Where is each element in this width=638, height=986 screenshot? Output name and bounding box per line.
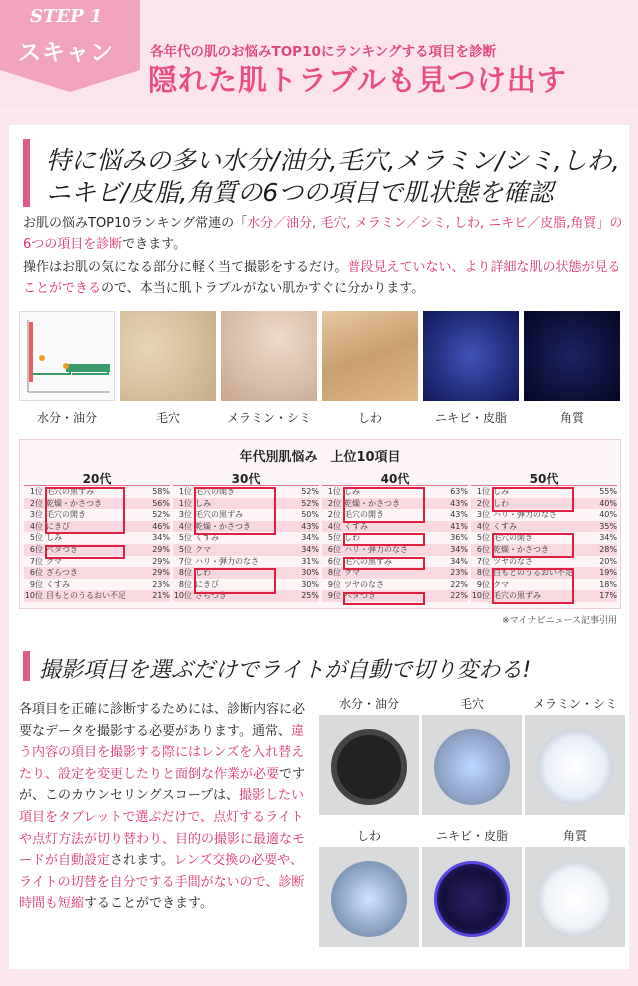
percent-cell: 34% (450, 556, 468, 566)
wrinkle-photo (322, 311, 418, 401)
rank-cell: 7位 (29, 556, 43, 566)
rank-cell: 1位 (476, 487, 490, 496)
percent-cell: 22% (450, 591, 468, 601)
percent-cell: 50% (301, 510, 319, 520)
percent-cell: 25% (301, 591, 319, 601)
rank-cell: 4位 (327, 521, 341, 531)
section1-heading-line1: 特に悩みの多い水分/油分,毛穴,メラミン/シミ,しわ, (46, 146, 620, 175)
concern-cell: 乾燥・かさつき (344, 498, 400, 508)
section-accent-bar (23, 139, 30, 207)
concern-cell: クマ (195, 544, 211, 554)
melanin-photo (221, 311, 317, 401)
section1-heading-line2: ニキビ/皮脂,角質の6つの項目で肌状態を確認 (46, 178, 554, 207)
section3-heading: 撮影項目を選ぶだけでライトが自動で切り変わる! (39, 658, 532, 683)
percent-cell: 43% (450, 510, 468, 520)
source-note: ※マイナビニュース記事引用 (502, 616, 617, 626)
section1-paragraph1: お肌の悩みTOP10ランキング常連の「水分／油分, 毛穴, メラミン／シミ, しわ, ニキビ／皮脂,角質」の6つの項目を診断できます。 (23, 216, 623, 252)
concern-cell: ツヤのなさ (493, 556, 533, 566)
keratin-photo (524, 311, 620, 401)
highlight-box (492, 487, 574, 512)
highlight-box (343, 533, 425, 546)
concern-cell: 乾燥・かさつき (195, 521, 251, 531)
highlight-box (343, 592, 425, 605)
concern-cell: しわ (195, 568, 211, 578)
concern-cell: 毛穴の黒ずみ (493, 591, 541, 601)
percent-cell: 56% (152, 498, 170, 508)
percent-cell: 19% (599, 568, 617, 578)
concern-cell: 毛穴の黒ずみ (46, 487, 94, 496)
ranking-title: 年代別肌悩み 上位10項目 (239, 450, 401, 465)
highlight-box (45, 545, 125, 559)
ranking-row (24, 567, 170, 579)
scope-light-pore (422, 715, 522, 815)
rank-cell: 8位 (476, 568, 490, 578)
rank-cell: 3位 (178, 510, 192, 520)
rank-cell: 1位 (327, 487, 341, 496)
photo-label: しわ (357, 411, 382, 425)
percent-cell: 21% (152, 591, 170, 601)
ranking-row (471, 521, 617, 533)
rank-cell: 4位 (178, 521, 192, 531)
concern-cell: ざらつき (195, 591, 227, 601)
percent-cell: 29% (152, 568, 170, 578)
concern-cell: ベタつき (46, 544, 78, 554)
percent-cell: 55% (599, 487, 617, 496)
percent-cell: 40% (599, 498, 617, 508)
percent-cell: 63% (450, 487, 468, 496)
concern-cell: クマ (493, 579, 509, 589)
age-heading: 50代 (471, 470, 617, 486)
pore-photo (120, 311, 216, 401)
concern-cell: ハリ・弾力のなさ (344, 544, 408, 554)
step-label: STEP 1 (30, 6, 103, 27)
ranking-row (24, 532, 170, 544)
percent-cell: 35% (599, 521, 617, 531)
percent-cell: 52% (301, 487, 319, 496)
percent-cell: 52% (301, 498, 319, 508)
rank-cell: 6位 (29, 568, 43, 578)
percent-cell: 43% (450, 498, 468, 508)
rank-cell: 2位 (476, 498, 490, 508)
percent-cell: 34% (450, 544, 468, 554)
rank-cell: 4位 (29, 521, 43, 531)
rank-cell: 5位 (178, 533, 192, 543)
photo-label: 水分・油分 (36, 411, 97, 425)
rank-cell: 1位 (178, 498, 192, 508)
rank-cell: 9位 (29, 579, 43, 589)
header-title: 隠れた肌トラブルも見つけ出す (148, 63, 567, 97)
highlight-box (45, 487, 125, 534)
percent-cell: 52% (152, 510, 170, 520)
rank-cell: 9位 (327, 591, 341, 601)
rank-cell: 5位 (29, 533, 43, 543)
concern-cell: しみ (344, 487, 360, 496)
percent-cell: 36% (450, 533, 468, 543)
concern-cell: しわ (344, 533, 360, 543)
light-label: 毛穴 (459, 697, 484, 711)
rank-cell: 9位 (327, 579, 341, 589)
light-label: しわ (356, 829, 381, 843)
rank-cell: 7位 (178, 556, 192, 566)
scope-lights (319, 695, 625, 955)
rank-cell: 2位 (327, 510, 341, 520)
rank-cell: 2位 (327, 498, 341, 508)
percent-cell: 58% (152, 487, 170, 496)
concern-cell: 毛穴の開き (493, 533, 533, 543)
ranking-row (24, 590, 170, 602)
percent-cell: 23% (152, 579, 170, 589)
percent-cell: 43% (301, 521, 319, 531)
concern-cell: しみ (493, 487, 509, 496)
percent-cell: 29% (152, 544, 170, 554)
content-panel (8, 124, 630, 970)
concern-cell: ツヤのなさ (344, 579, 384, 589)
percent-cell: 34% (301, 544, 319, 554)
rank-cell: 10位 (173, 591, 192, 601)
concern-cell: しわ (493, 498, 509, 508)
rank-cell: 10位 (24, 591, 43, 601)
concern-cell: クマ (46, 556, 62, 566)
moisture-oil-graph-image (19, 311, 115, 401)
percent-cell: 41% (450, 521, 468, 531)
age-heading: 20代 (24, 470, 170, 486)
percent-cell: 34% (152, 533, 170, 543)
concern-cell: しみ (46, 533, 62, 543)
concern-cell: 乾燥・かさつき (46, 498, 102, 508)
light-label: 水分・油分 (338, 697, 399, 711)
age-heading: 30代 (173, 470, 319, 486)
rank-cell: 1位 (29, 487, 43, 496)
rank-cell: 8位 (178, 579, 192, 589)
ranking-table (19, 439, 621, 609)
photo-label: 角質 (559, 411, 584, 425)
rank-cell: 8位 (327, 568, 341, 578)
rank-cell: 7位 (476, 556, 490, 566)
rank-cell: 10位 (471, 591, 490, 601)
section3-paragraph: 各項目を正確に診断するためには、診断内容に必要なデータを撮影する必要があります。通常、違う内容の項目を撮影する際にはレンズを入れ替えたり、設定を変更したりと面倒な作業が必要ですが、このカウンセリングスコープは、撮影したい項目をタブレットで選ぶだけで、点灯するライトや点灯方法が切り替わり、目的の撮影に最適なモードが自動設定されます。レンズ交換の必要や、ライトの切替を自分でする手間がないので、診断時間も短縮することができます。 (19, 702, 306, 912)
section1-paragraph2: 操作はお肌の気になる部分に軽く当て撮影をするだけ。普段見えていない、より詳細な肌の状態が見ることができるので、本当に肌トラブルがない肌かすぐに分かります。 (23, 260, 621, 296)
highlight-box (194, 568, 276, 594)
percent-cell: 23% (450, 568, 468, 578)
concern-cell: くすみ (46, 579, 70, 589)
sample-photos (19, 311, 621, 429)
light-label: ニキビ・皮脂 (435, 829, 508, 843)
concern-cell: 目もとのうるおい不足 (46, 591, 126, 601)
ranking-row (322, 579, 468, 591)
age-heading: 40代 (322, 470, 468, 486)
scope-light-wrinkle (319, 847, 419, 947)
percent-cell: 28% (599, 544, 617, 554)
rank-cell: 4位 (476, 521, 490, 531)
header-subtitle: 各年代の肌のお悩みTOP10にランキングする項目を診断 (150, 44, 496, 60)
concern-cell: 毛穴の開き (344, 510, 384, 520)
percent-cell: 17% (599, 591, 617, 601)
rank-cell: 5位 (327, 533, 341, 543)
photo-label: メラミン・シミ (226, 411, 311, 425)
concern-cell: ベタつき (344, 591, 376, 601)
concern-cell: クマ (344, 568, 360, 578)
concern-cell: ハリ・弾力のなさ (195, 556, 259, 566)
highlight-box (492, 568, 574, 604)
ranking-row (173, 544, 319, 556)
concern-cell: ハリ・弾力のなさ (493, 510, 557, 520)
concern-cell: 目もとのうるおい不足 (493, 568, 573, 578)
percent-cell: 40% (599, 510, 617, 520)
concern-cell: にきび (195, 579, 219, 589)
rank-cell: 5位 (178, 544, 192, 554)
concern-cell: 乾燥・かさつき (493, 544, 549, 554)
concern-cell: くすみ (195, 533, 219, 543)
concern-cell: ざらつき (46, 568, 78, 578)
rank-cell: 3位 (29, 510, 43, 520)
rank-cell: 5位 (476, 533, 490, 543)
step-title: スキャン (18, 40, 114, 66)
rank-cell: 6位 (29, 544, 43, 554)
highlight-box (492, 533, 574, 558)
highlight-box (343, 557, 425, 570)
percent-cell: 22% (450, 579, 468, 589)
concern-cell: 毛穴の黒ずみ (344, 556, 392, 566)
photo-label: 毛穴 (155, 411, 180, 425)
concern-cell: くすみ (344, 521, 368, 531)
concern-cell: くすみ (493, 521, 517, 531)
concern-cell: 毛穴の黒ずみ (195, 510, 243, 520)
photo-label: ニキビ・皮脂 (434, 411, 507, 425)
scope-light-melanin (525, 715, 625, 815)
highlight-box (194, 487, 276, 535)
rank-cell: 8位 (178, 568, 192, 578)
scope-light-moisture (319, 715, 419, 815)
rank-cell: 3位 (476, 510, 490, 520)
scope-light-keratin (525, 847, 625, 947)
percent-cell: 20% (599, 556, 617, 566)
percent-cell: 30% (301, 568, 319, 578)
percent-cell: 34% (599, 533, 617, 543)
header-banner (0, 0, 638, 108)
concern-cell: にきび (46, 521, 70, 531)
percent-cell: 34% (301, 533, 319, 543)
percent-cell: 31% (301, 556, 319, 566)
concern-cell: 毛穴の開き (46, 510, 86, 520)
concern-cell: しみ (195, 498, 211, 508)
percent-cell: 30% (301, 579, 319, 589)
light-label: 角質 (562, 829, 587, 843)
acne-photo (423, 311, 519, 401)
percent-cell: 18% (599, 579, 617, 589)
scope-light-acne (422, 847, 522, 947)
rank-cell: 6位 (327, 556, 341, 566)
ranking-row (24, 579, 170, 591)
percent-cell: 29% (152, 556, 170, 566)
rank-cell: 6位 (327, 544, 341, 554)
section-accent-bar (23, 651, 30, 681)
rank-cell: 6位 (476, 544, 490, 554)
light-label: メラミン・シミ (532, 697, 617, 711)
percent-cell: 46% (152, 521, 170, 531)
rank-cell: 2位 (29, 498, 43, 508)
rank-cell: 1位 (178, 487, 192, 496)
highlight-box (343, 487, 425, 523)
concern-cell: 毛穴の開き (195, 487, 235, 496)
rank-cell: 9位 (476, 579, 490, 589)
ranking-row (173, 556, 319, 568)
